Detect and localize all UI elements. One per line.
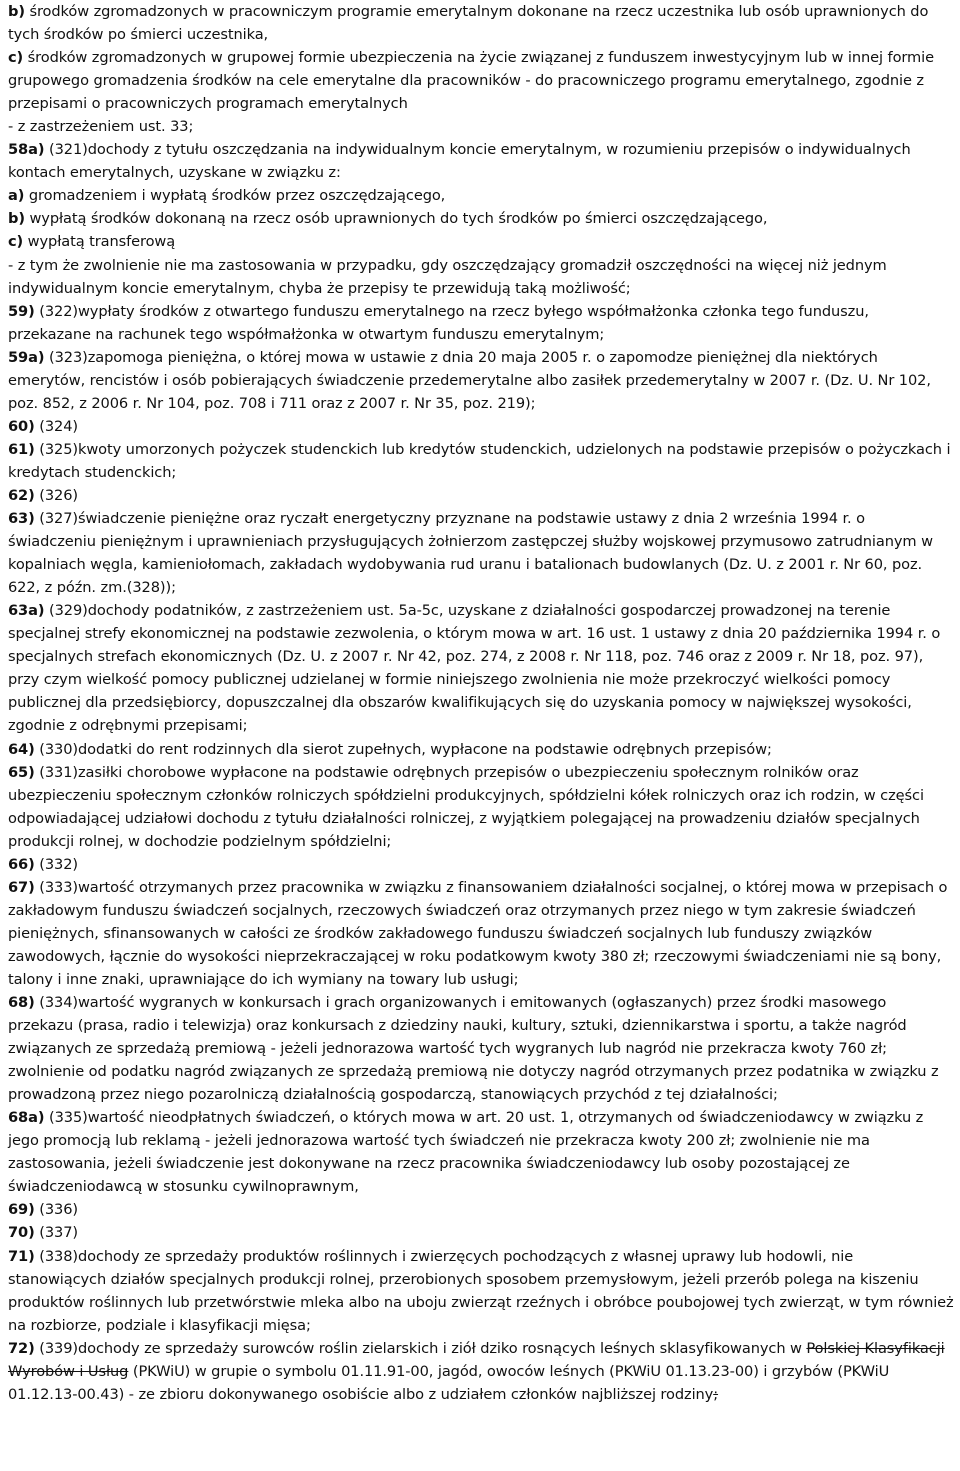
paragraph-lead: 58a) xyxy=(8,141,45,159)
paragraph-text: - z zastrzeżeniem ust. 33; xyxy=(8,118,194,136)
paragraph-68 xyxy=(8,991,954,1106)
paragraph-text: (322)wypłaty środków z otwartego funduszu emerytalnego na rzecz byłego współmałżonka członka tego funduszu, przekazane na rachunek tego współmałżonka w otwartym funduszu emerytalnym; xyxy=(8,302,869,343)
paragraph-text: gromadzeniem i wypłatą środków przez oszczędzającego, xyxy=(24,187,446,205)
paragraph-text: środków zgromadzonych w grupowej formie ubezpieczenia na życie związanej z funduszem inwestycyjnym lub w innej formie grupowego gromadzenia środków na cele emerytalne dla pracowników - do pracowniczego programu emerytalnego, zgodnie z przepisami o pracowniczych programach emerytalnych xyxy=(8,49,934,113)
paragraph-58a-c xyxy=(8,230,954,253)
paragraph-lead: 66) xyxy=(8,855,35,873)
paragraph-lead: 69) xyxy=(8,1201,35,1219)
paragraph-lead: 64) xyxy=(8,740,35,758)
paragraph-text: (333)wartość otrzymanych przez pracownika w związku z finansowaniem działalności socjalnej, o której mowa w przepisach o zakładowym funduszu świadczeń socjalnych, rzeczowych świadczeń oraz otrzymanych przez niego w tym zakresie świadczeń pieniężnych, sfinansowanych w całości ze środków zakładowego funduszu świadczeń socjalnych lub funduszy związków zawodowych, łącznie do wysokości nieprzekraczającej w roku podatkowym kwoty 380 zł; rzeczowymi świadczeniami nie są bony, talony i inne znaki, uprawniające do ich wymiany na towary lub usługi; xyxy=(8,878,948,988)
paragraph-text: (331)zasiłki chorobowe wypłacone na podstawie odrębnych przepisów o ubezpieczeniu społecznym rolników oraz ubezpieczeniu społecznym członków rolniczych spółdzielni produkcyjnych, spółdzielni kółek rolniczych oraz ich rodzin, w części odpowiadającej udziałowi dochodu z tytułu działalności rolniczej, z wyjątkiem polegającej na prowadzeniu działów specjalnych produkcji rolnej, w dochodzie podzielnym spółdzielni; xyxy=(8,763,924,850)
paragraph-text: (325)kwoty umorzonych pożyczek studenckich lub kredytów studenckich, udzielonych na podstawie przepisów o pożyczkach i kredytach studenckich; xyxy=(8,440,951,481)
paragraph-text: (329)dochody podatników, z zastrzeżeniem ust. 5a-5c, uzyskane z działalności gospodarczej prowadzonej na terenie specjalnej strefy ekonomicznej na podstawie zezwolenia, o którym mowa w art. 16 ust. 1 ustawy z dnia 20 października 1994 r. o specjalnych strefach ekonomicznych (Dz. U. z 2007 r. Nr 42, poz. 274, z 2008 r. Nr 118, poz. 746 oraz z 2009 r. Nr 18, poz. 97), przy czym wielkość pomocy publicznej udzielanej w formie niniejszego zwolnienia nie może przekroczyć wielkości pomocy publicznej dla przedsiębiorcy, dopuszczalnej dla obszarów kwalifikujących się do uzyskania pomocy w największej wysokości, zgodnie z odrębnymi przepisami; xyxy=(8,602,941,735)
paragraph-lead: 72) xyxy=(8,1339,35,1357)
paragraph-58a xyxy=(8,138,954,184)
paragraph-b xyxy=(8,0,954,46)
paragraph-text: (336) xyxy=(34,1201,78,1219)
paragraph-58a-exception xyxy=(8,254,954,300)
paragraph-lead: 62) xyxy=(8,486,35,504)
paragraph-lead: b) xyxy=(8,210,25,228)
paragraph-59 xyxy=(8,300,954,346)
paragraph-68a xyxy=(8,1106,954,1198)
paragraph-65 xyxy=(8,761,954,853)
paragraph-lead: 71) xyxy=(8,1247,35,1265)
paragraph-lead: 61) xyxy=(8,440,35,458)
paragraph-60 xyxy=(8,415,954,438)
paragraph-reservation xyxy=(8,115,954,138)
paragraph-lead: b) xyxy=(8,3,25,20)
paragraph-59a xyxy=(8,346,954,415)
paragraph-72 xyxy=(8,1337,954,1406)
paragraph-text: (338)dochody ze sprzedaży produktów roślinnych i zwierzęcych pochodzących z własnej uprawy lub hodowli, nie stanowiących działów specjalnych produkcji rolnej, przerobionych sposobem przemysłowym, jeżeli przerób polega na kiszeniu produktów roślinnych lub przetwórstwie mleka albo na uboju zwierząt rzeźnych i obróbce poubojowej tych zwierząt, w tym również na rozbiorze, podziale i klasyfikacji mięsa; xyxy=(8,1247,954,1334)
paragraph-text-continued: (PKWiU) w grupie o symbolu 01.11.91-00, jagód, owoców leśnych (PKWiU 01.13.23-00) i grzybów (PKWiU 01.12.13-00.43) - ze zbioru dokonywanego osobiście albo z udziałem członków najbliższej rodziny xyxy=(8,1362,890,1403)
paragraph-71 xyxy=(8,1245,954,1337)
paragraph-text: - z tym że zwolnienie nie ma zastosowania w przypadku, gdy oszczędzający gromadził oszczędności na więcej niż jednym indywidualnym koncie emerytalnym, chyba że przepisy te przewidują taką możliwość; xyxy=(8,256,887,297)
paragraph-text: (332) xyxy=(34,855,78,873)
paragraph-text: (330)dodatki do rent rodzinnych dla sierot zupełnych, wypłacone na podstawie odrębnych przepisów; xyxy=(34,740,772,758)
paragraph-text: (327)świadczenie pieniężne oraz ryczałt energetyczny przyznane na podstawie ustawy z dnia 2 września 1994 r. o świadczeniu pieniężnym i uprawnieniach przysługujących żołnierzom zastępczej służby wojskowej przymusowo zatrudnianym w kopalniach węgla, kamieniołomach, zakładach wydobywania rud uranu i batalionach budowlanych (Dz. U. z 2001 r. Nr 60, poz. 622, z późn. zm.(328)); xyxy=(8,510,933,597)
paragraph-lead: 60) xyxy=(8,417,35,435)
paragraph-70 xyxy=(8,1221,954,1244)
paragraph-64 xyxy=(8,738,954,761)
paragraph-63a xyxy=(8,599,954,737)
paragraph-text: (339)dochody ze sprzedaży surowców roślin zielarskich i ziół dziko rosnących leśnych sklasyfikowanych w xyxy=(34,1339,807,1357)
paragraph-text: (321)dochody z tytułu oszczędzania na indywidualnym koncie emerytalnym, w rozumieniu przepisów o indywidualnych kontach emerytalnych, uzyskane w związku z: xyxy=(8,141,911,182)
paragraph-69 xyxy=(8,1198,954,1221)
paragraph-62 xyxy=(8,484,954,507)
paragraph-c xyxy=(8,46,954,115)
struck-text: Polskiej Klasyfikacji Wyrobów i Usług xyxy=(8,1339,945,1380)
paragraph-61 xyxy=(8,438,954,484)
paragraph-lead: 65) xyxy=(8,763,35,781)
paragraph-text: wypłatą transferową xyxy=(23,233,176,251)
paragraph-58a-a xyxy=(8,184,954,207)
paragraph-lead: c) xyxy=(8,233,24,251)
paragraph-text: (323)zapomoga pieniężna, o której mowa w ustawie z dnia 20 maja 2005 r. o zapomodze pieniężnej dla niektórych emerytów, rencistów i osób pobierających świadczenie przedemerytalne albo zasiłek przedemerytalny w 2007 r. (Dz. U. Nr 102, poz. 852, z 2006 r. Nr 104, poz. 708 i 711 oraz z 2007 r. Nr 35, poz. 219); xyxy=(8,348,931,412)
paragraph-text: (326) xyxy=(34,486,78,504)
paragraph-lead: 63) xyxy=(8,510,35,528)
paragraph-text: (337) xyxy=(34,1224,78,1242)
paragraph-text: (335)wartość nieodpłatnych świadczeń, o których mowa w art. 20 ust. 1, otrzymanych od świadczeniodawcy w związku z jego promocją lub reklamą - jeżeli jednorazowa wartość tych świadczeń nie przekracza kwoty 200 zł; zwolnienie nie ma zastosowania, jeżeli świadczenie jest dokonywane na rzecz pracownika świadczeniodawcy lub osoby pozostającej ze świadczeniodawcą w stosunku cywilnoprawnym, xyxy=(8,1109,924,1196)
paragraph-58a-b xyxy=(8,207,954,230)
paragraph-lead: 59a) xyxy=(8,348,45,366)
paragraph-67 xyxy=(8,876,954,991)
paragraph-text: (334)wartość wygranych w konkursach i grach organizowanych i emitowanych (ogłaszanych) przez środki masowego przekazu (prasa, radio i telewizja) oraz konkursach z dziedziny nauki, kultury, sztuki, dziennikarstwa i sportu, a także nagród związanych ze sprzedażą premiową - jeżeli jednorazowa wartość tych wygranych lub nagród nie przekracza kwoty 760 zł; zwolnienie od podatku nagród związanych ze sprzedażą premiową nie dotyczy nagród otrzymanych przez podatnika w związku z prowadzoną przez niego pozarolniczą działalnością gospodarczą, stanowiących przychód z tej działalności; xyxy=(8,994,939,1104)
paragraph-lead: 67) xyxy=(8,878,35,896)
paragraph-lead: c) xyxy=(8,49,24,67)
paragraph-lead: 63a) xyxy=(8,602,45,620)
paragraph-text: wypłatą środków dokonaną na rzecz osób uprawnionych do tych środków po śmierci oszczędzającego, xyxy=(24,210,768,228)
paragraph-lead: a) xyxy=(8,187,25,205)
paragraph-lead: 68a) xyxy=(8,1109,45,1127)
document-body xyxy=(8,0,954,1406)
paragraph-lead: 68) xyxy=(8,994,35,1012)
paragraph-63 xyxy=(8,507,954,599)
struck-punctuation: ; xyxy=(713,1385,719,1403)
paragraph-lead: 59) xyxy=(8,302,35,320)
paragraph-lead: 70) xyxy=(8,1224,35,1242)
paragraph-text: (324) xyxy=(34,417,78,435)
paragraph-text: środków zgromadzonych w pracowniczym programie emerytalnym dokonane na rzecz uczestnika lub osób uprawnionych do tych środków po śmierci uczestnika, xyxy=(8,3,929,44)
paragraph-66 xyxy=(8,853,954,876)
